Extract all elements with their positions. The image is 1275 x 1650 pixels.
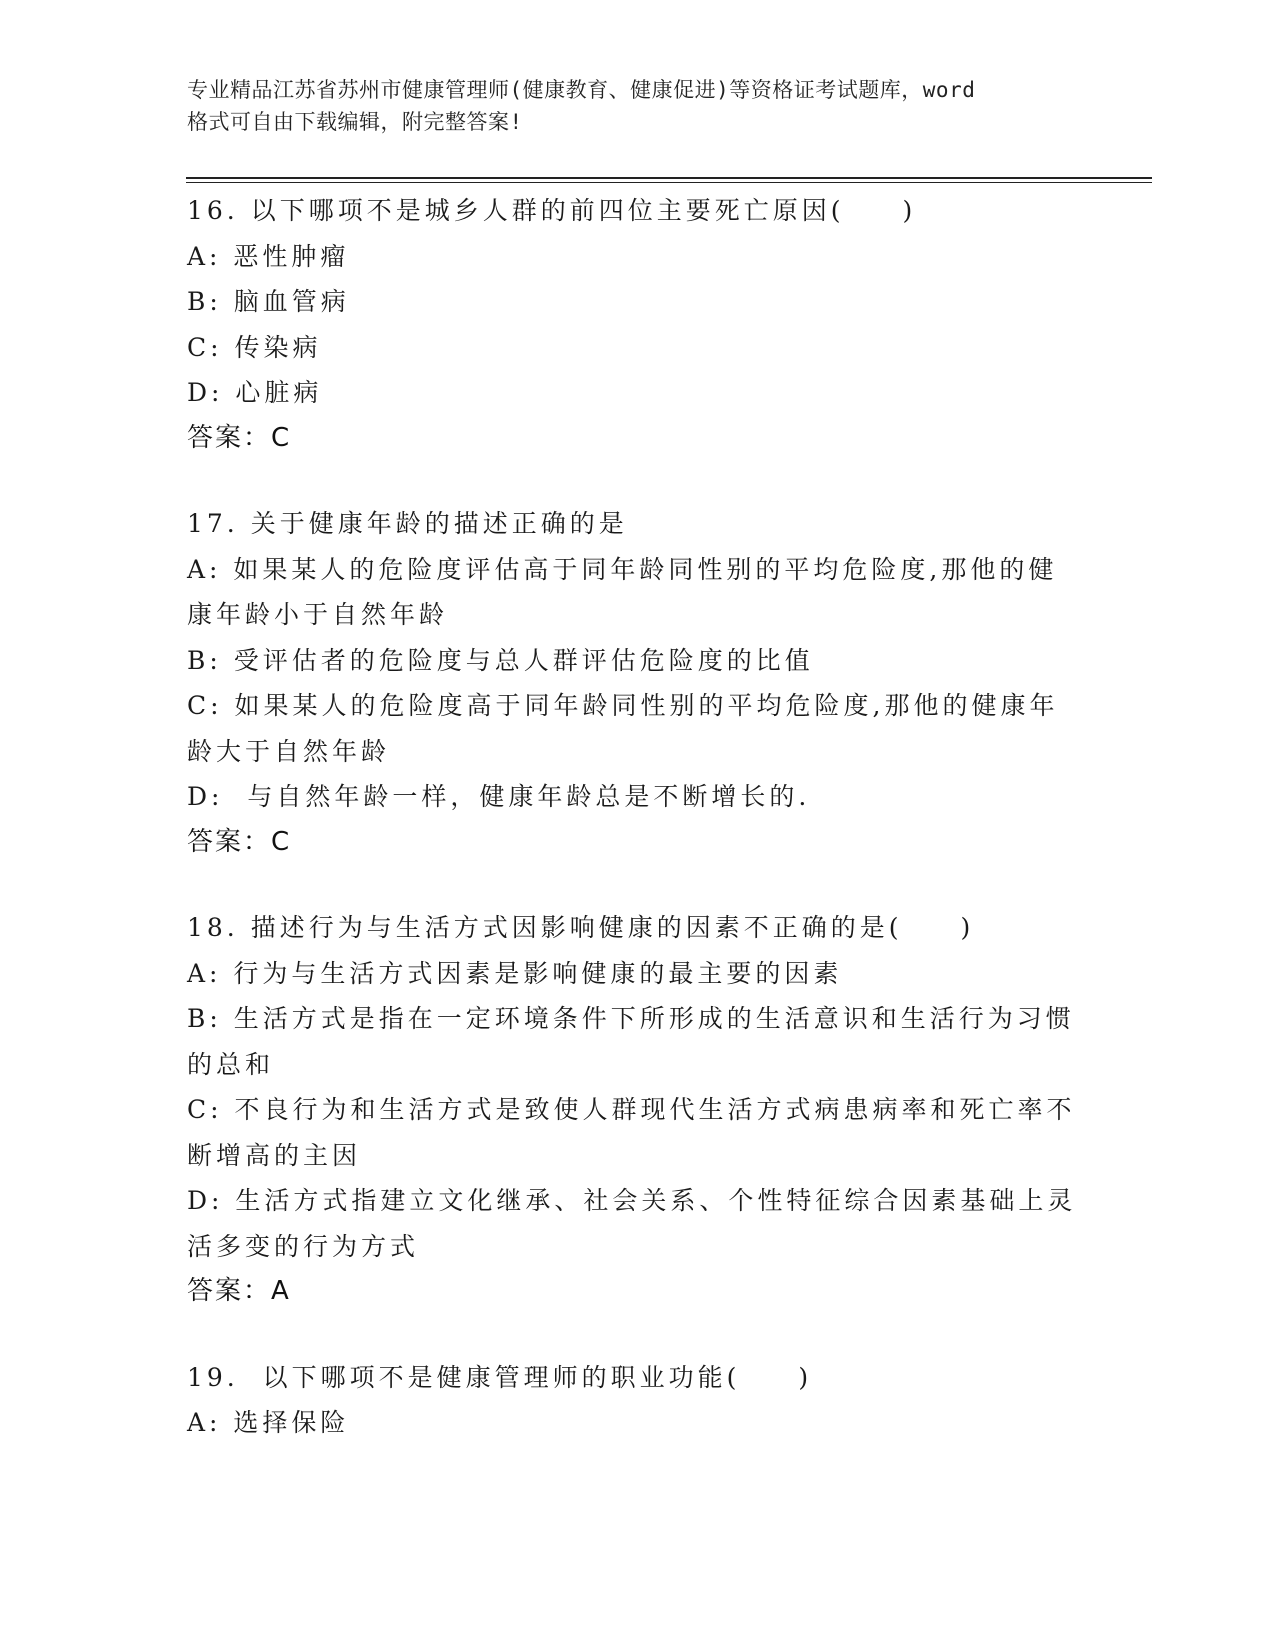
option-line: 活多变的行为方式 [187,1231,420,1261]
answer-line: 答案：C [187,422,292,453]
header-divider-thick [186,177,1152,179]
option-line: 龄大于自然年龄 [187,736,391,766]
question-18 [187,905,1087,1315]
option-line: D: 生活方式指建立文化继承、社会关系、个性特征综合因素基础上灵 [187,1186,1077,1215]
question-list [187,188,1087,1486]
question-17 [187,501,1087,865]
option-line: 的总和 [187,1049,275,1079]
option-line: D: 与自然年龄一样，健康年龄总是不断增长的. [187,782,811,811]
question-stem: 18. 描述行为与生活方式因影响健康的因素不正确的是( ) [187,913,975,942]
header-divider-thin [186,182,1152,183]
option-line: C: 如果某人的危险度高于同年龄同性别的平均危险度,那他的健康年 [187,691,1059,720]
option-line: B: 脑血管病 [187,287,350,316]
question-stem: 17. 关于健康年龄的描述正确的是 [187,509,628,538]
option-line: D: 心脏病 [187,378,323,407]
option-line: B: 受评估者的危险度与总人群评估危险度的比值 [187,645,814,675]
option-line: C: 传染病 [187,332,322,362]
page-header [187,74,1087,138]
header-line-1: 专业精品江苏省苏州市健康管理师(健康教育、健康促进)等资格证考试题库，word [187,78,976,102]
option-line: 康年龄小于自然年龄 [187,600,449,629]
option-line: B: 生活方式是指在一定环境条件下所形成的生活意识和生活行为习惯 [187,1004,1075,1033]
option-line: A: 如果某人的危险度评估高于同年龄同性别的平均危险度,那他的健 [187,554,1058,584]
question-stem: 16. 以下哪项不是城乡人群的前四位主要死亡原因( ) [187,196,917,225]
option-line: A: 行为与生活方式因素是影响健康的最主要的因素 [187,958,843,988]
question-16 [187,188,1087,461]
question-stem: 19. 以下哪项不是健康管理师的职业功能( ) [187,1362,813,1392]
option-line: A: 恶性肿瘤 [187,241,350,271]
option-line: 断增高的主因 [187,1140,362,1170]
question-19 [187,1355,1087,1446]
answer-line: 答案：A [187,1276,291,1306]
header-line-2: 格式可自由下载编辑，附完整答案! [187,110,523,134]
answer-line: 答案：C [187,826,292,857]
option-line: A: 选择保险 [187,1408,350,1437]
option-line: C: 不良行为和生活方式是致使人群现代生活方式病患病率和死亡率不 [187,1095,1076,1124]
